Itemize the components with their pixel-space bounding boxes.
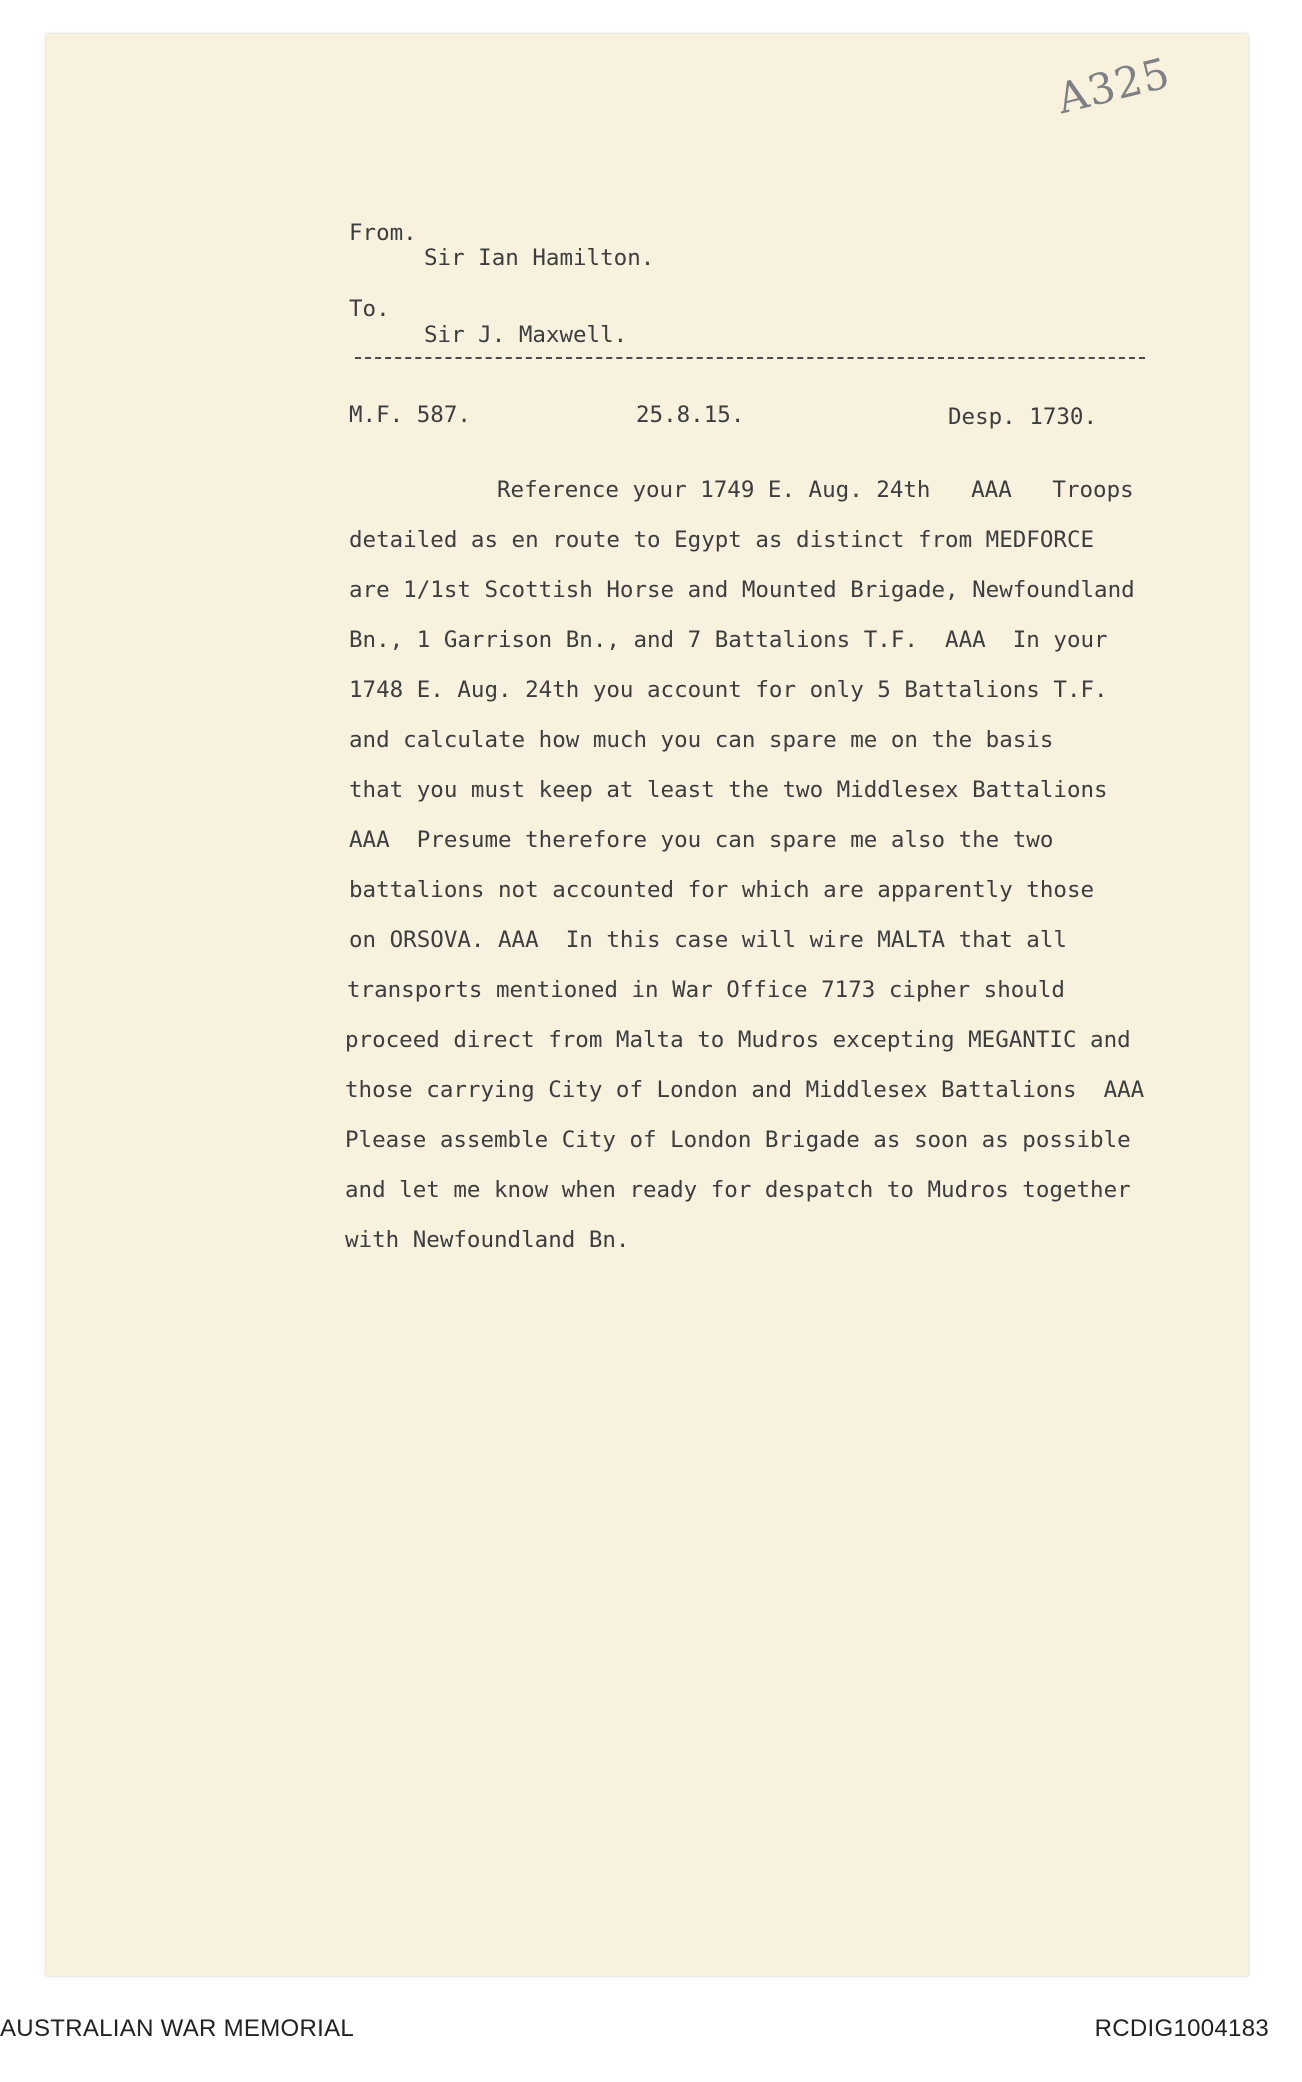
to-label: To. — [349, 296, 390, 322]
from-label: From. — [349, 220, 417, 246]
footer-institution: AUSTRALIAN WAR MEMORIAL — [0, 2015, 355, 2042]
message-date: 25.8.15. — [636, 402, 745, 428]
to-name: Sir J. Maxwell. — [424, 322, 628, 348]
despatch-time: Desp. 1730. — [948, 404, 1098, 430]
handwritten-reference: A325 — [1052, 48, 1176, 124]
body-line: Reference your 1749 E. Aug. 24th AAA Troops — [497, 477, 1134, 503]
body-line: battalions not accounted for which are apparently those — [349, 877, 1095, 903]
document-page — [46, 34, 1248, 1976]
body-line: Please assemble City of London Brigade as soon as possible — [345, 1127, 1131, 1153]
body-line: detailed as en route to Egypt as distinct from MEDFORCE — [349, 527, 1095, 553]
body-line: and let me know when ready for despatch to Mudros together — [345, 1177, 1131, 1203]
body-line: AAA Presume therefore you can spare me also the two — [349, 827, 1054, 853]
body-line: are 1/1st Scottish Horse and Mounted Brigade, Newfoundland — [349, 577, 1135, 603]
body-line: with Newfoundland Bn. — [345, 1227, 630, 1253]
body-line: and calculate how much you can spare me on the basis — [349, 727, 1054, 753]
dashed-separator — [355, 357, 1145, 359]
body-line: on ORSOVA. AAA In this case will wire MALTA that all — [349, 927, 1067, 953]
body-line: that you must keep at least the two Middlesex Battalions — [349, 777, 1108, 803]
body-line: transports mentioned in War Office 7173 cipher should — [347, 977, 1065, 1003]
from-name: Sir Ian Hamilton. — [424, 245, 655, 271]
body-line: proceed direct from Malta to Mudros excepting MEGANTIC and — [345, 1027, 1131, 1053]
body-line: 1748 E. Aug. 24th you account for only 5 Battalions T.F. — [349, 677, 1108, 703]
body-line: Bn., 1 Garrison Bn., and 7 Battalions T.F. AAA In your — [349, 627, 1108, 653]
message-number: M.F. 587. — [349, 402, 471, 428]
body-line: those carrying City of London and Middlesex Battalions AAA — [345, 1077, 1145, 1103]
footer-identifier: RCDIG1004183 — [1094, 2015, 1269, 2042]
